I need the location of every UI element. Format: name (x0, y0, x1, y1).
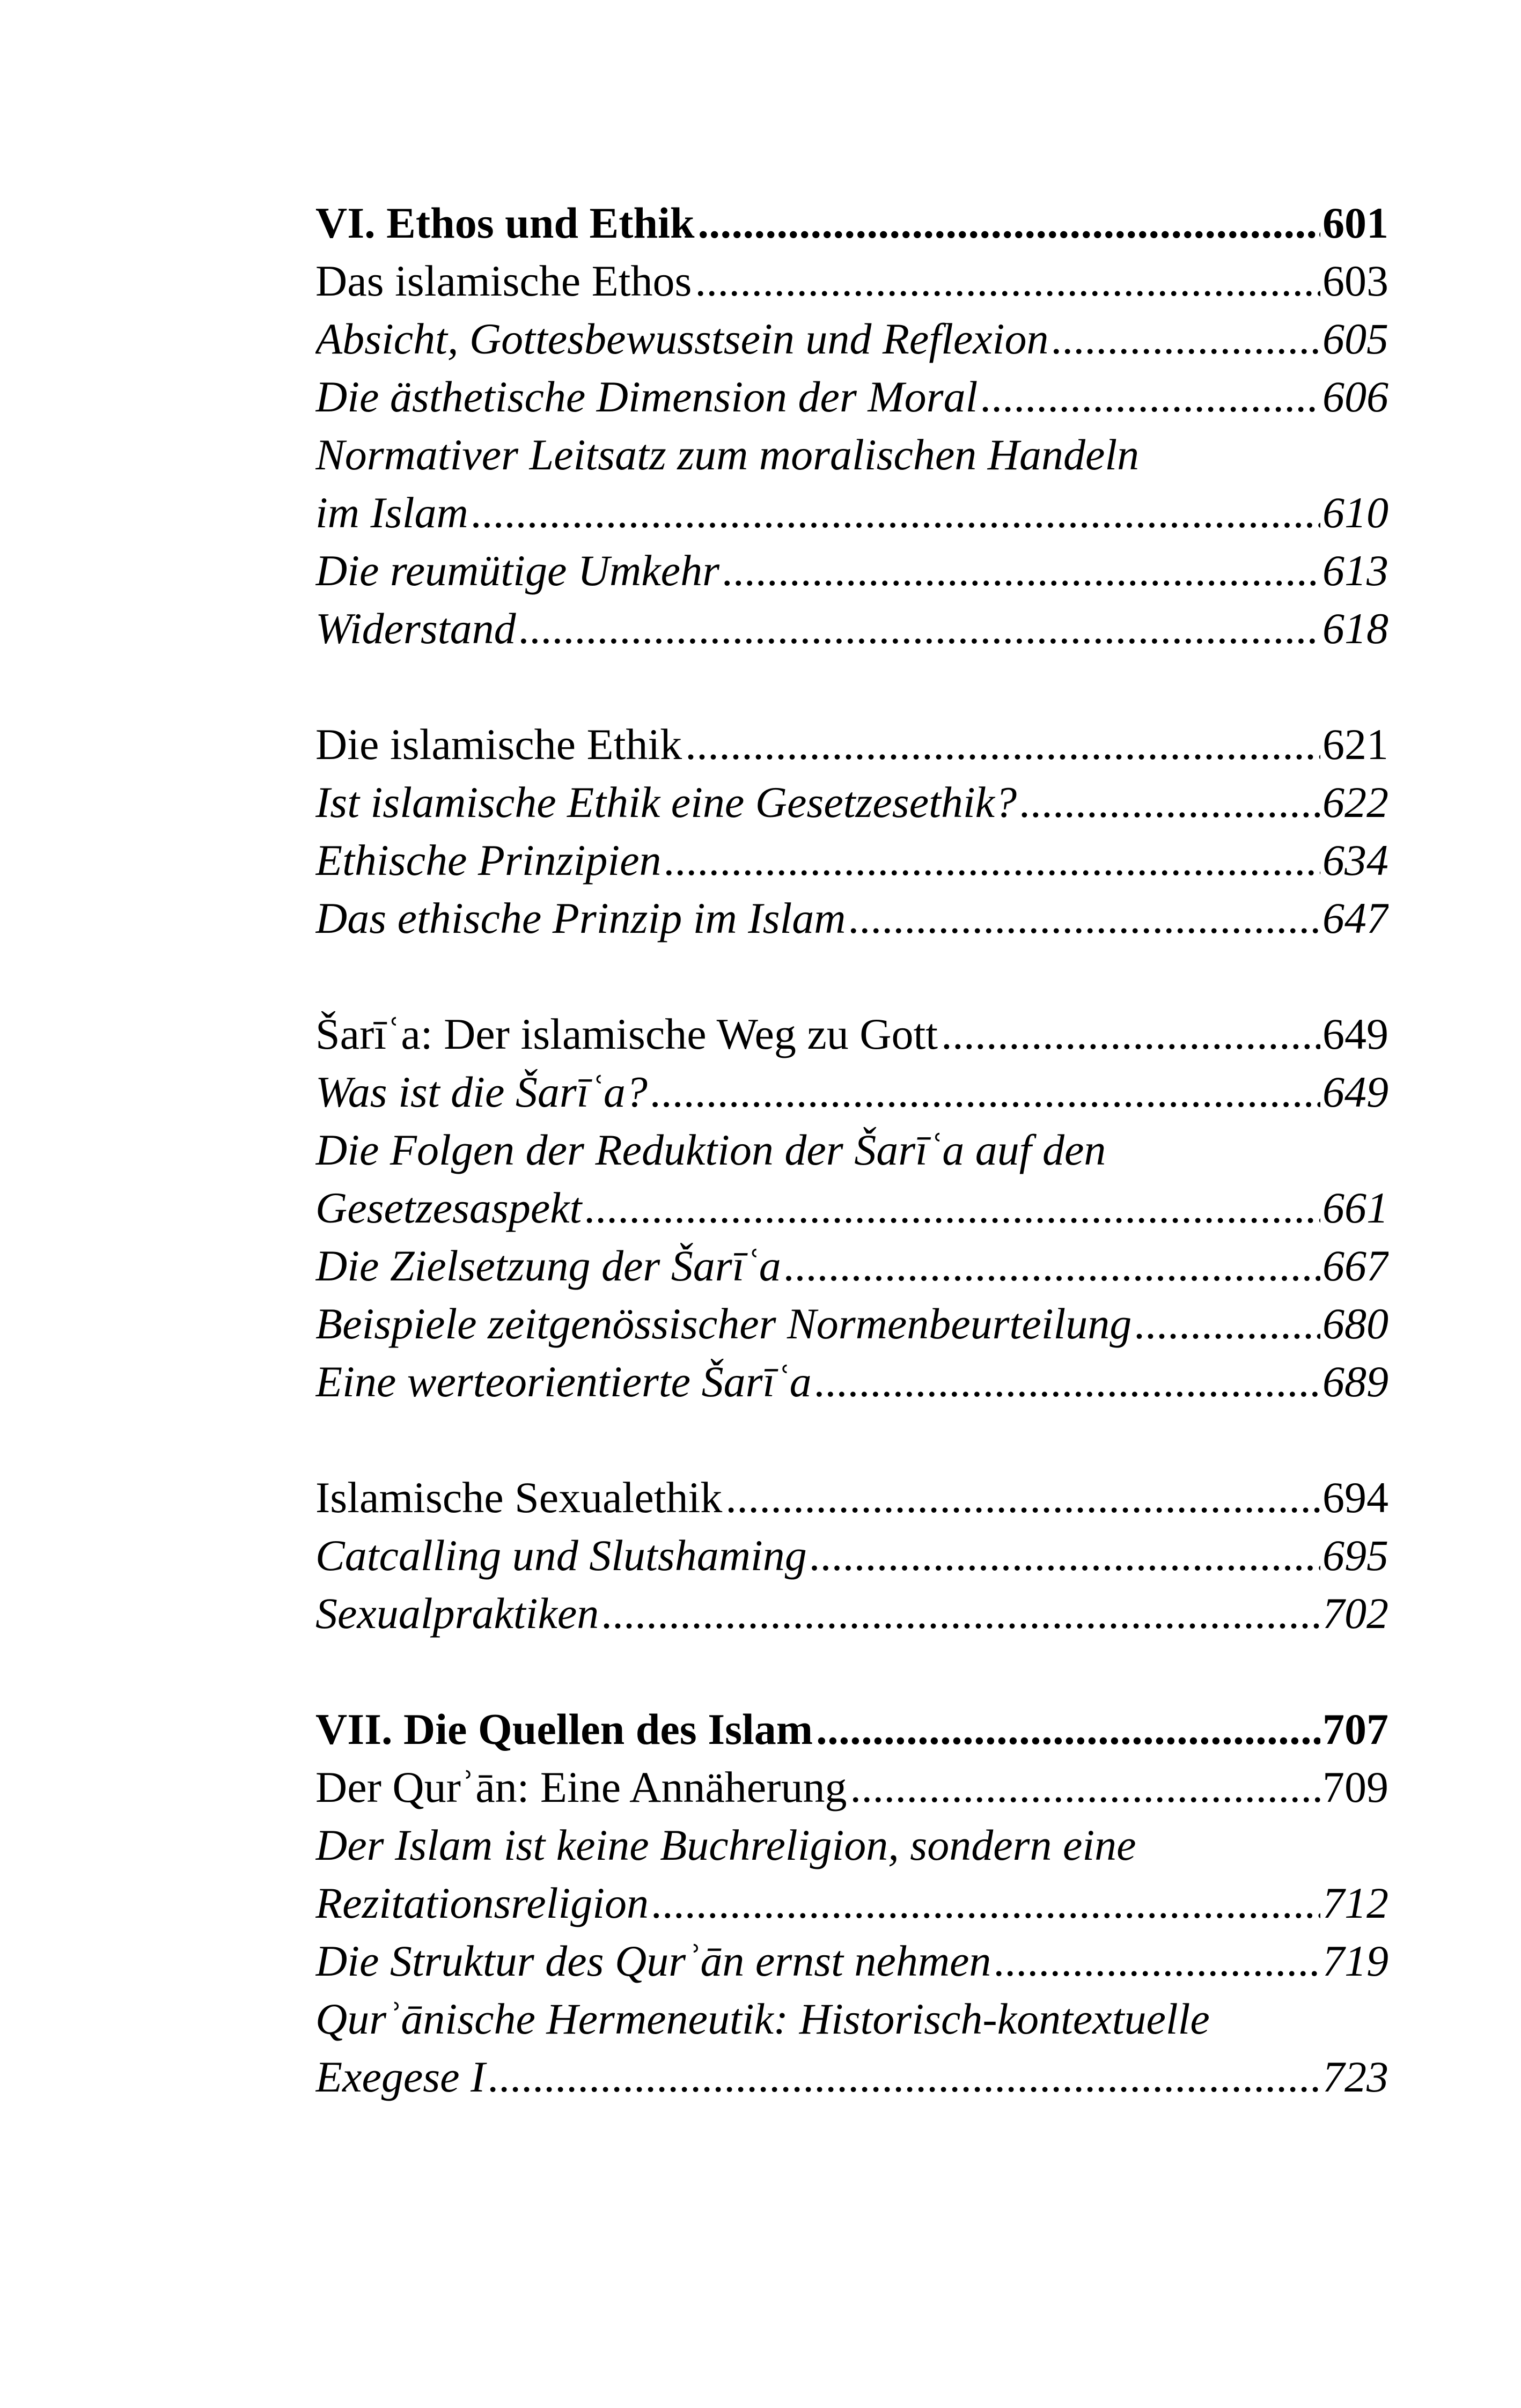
dot-leader (697, 194, 1320, 252)
toc-entry-title: Ist islamische Ethik eine Gesetzesethik? (315, 778, 1017, 827)
toc-entry-page: 667 (1322, 1241, 1388, 1290)
dot-leader (784, 1237, 1320, 1295)
toc-entry-sub (315, 600, 1388, 658)
dot-leader (651, 1063, 1320, 1121)
toc-entry-title: Šarīʿa: Der islamische Weg zu Gott (315, 1010, 938, 1058)
dot-leader (816, 1700, 1320, 1758)
toc-entry-chapter (315, 1700, 1388, 1758)
toc-entry-page: 649 (1322, 1067, 1388, 1116)
toc-entry-sub (315, 1353, 1388, 1411)
toc-entry-title: Exegese I (315, 2052, 486, 2101)
dot-leader (810, 1527, 1320, 1585)
dot-leader (602, 1585, 1320, 1643)
toc-entry-section (315, 1005, 1388, 1063)
toc-entry-sub (315, 484, 1388, 542)
dot-leader (488, 2048, 1320, 2106)
toc-entry-sub (315, 1874, 1388, 1932)
toc-entry-page: 605 (1322, 314, 1388, 363)
table-of-contents (315, 194, 1388, 2106)
dot-leader (723, 542, 1320, 600)
spacer (315, 1411, 1388, 1469)
toc-entry-title-line: Die Folgen der Reduktion der Šarīʿa auf den (315, 1125, 1106, 1174)
toc-entry-page: 661 (1322, 1183, 1388, 1232)
toc-entry-page: 707 (1322, 1705, 1388, 1754)
toc-entry-sub (315, 889, 1388, 947)
toc-entry-title: VII. Die Quellen des Islam (315, 1705, 813, 1754)
dot-leader (849, 889, 1320, 947)
toc-entry-title: Rezitationsreligion (315, 1879, 649, 1927)
toc-entry-title: Die islamische Ethik (315, 720, 682, 769)
toc-entry-sub (315, 1527, 1388, 1585)
toc-entry-page: 603 (1322, 256, 1388, 305)
dot-leader (994, 1932, 1320, 1990)
toc-entry-page: 634 (1322, 836, 1388, 885)
toc-entry-page: 618 (1322, 604, 1388, 653)
dot-leader (981, 368, 1320, 426)
toc-entry-sub (315, 1585, 1388, 1643)
toc-entry-title: Catcalling und Slutshaming (315, 1531, 807, 1580)
toc-entry-sub (315, 774, 1388, 831)
toc-entry-title: Eine werteorientierte Šarīʿa (315, 1357, 812, 1406)
toc-entry-title: Gesetzesaspekt (315, 1183, 582, 1232)
toc-entry-title: Ethische Prinzipien (315, 836, 662, 885)
toc-entry-page: 610 (1322, 488, 1388, 537)
dot-leader (585, 1179, 1320, 1237)
toc-entry-page: 689 (1322, 1357, 1388, 1406)
dot-leader (519, 600, 1320, 658)
toc-entry-sub (315, 1063, 1388, 1121)
toc-entry-section (315, 716, 1388, 774)
spacer (315, 1643, 1388, 1700)
toc-entry-title: Die reumütige Umkehr (315, 546, 719, 595)
dot-leader (1052, 310, 1320, 368)
toc-entry-page: 709 (1322, 1763, 1388, 1811)
toc-entry-section (315, 252, 1388, 310)
toc-entry-sub (315, 2048, 1388, 2106)
dot-leader (941, 1005, 1320, 1063)
toc-entry-title: VI. Ethos und Ethik (315, 198, 695, 247)
dot-leader (652, 1874, 1320, 1932)
toc-entry-sub (315, 310, 1388, 368)
dot-leader (1135, 1295, 1320, 1353)
toc-entry-sub (315, 542, 1388, 600)
toc-entry-title: Die Struktur des Qurʾān ernst nehmen (315, 1936, 991, 1985)
toc-entry-page: 694 (1322, 1473, 1388, 1522)
toc-entry-section (315, 1758, 1388, 1816)
toc-entry-title: Islamische Sexualethik (315, 1473, 723, 1522)
toc-entry-sub (315, 368, 1388, 426)
dot-leader (1020, 774, 1320, 831)
toc-entry-page: 712 (1322, 1879, 1388, 1927)
toc-entry-title-line: Der Islam ist keine Buchreligion, sondern eine (315, 1821, 1136, 1869)
dot-leader (695, 252, 1320, 310)
toc-entry-title: Der Qurʾān: Eine Annäherung (315, 1763, 847, 1811)
toc-entry-title: im Islam (315, 488, 468, 537)
toc-entry-page: 606 (1322, 372, 1388, 421)
toc-entry-page: 601 (1322, 198, 1388, 247)
toc-entry-title: Was ist die Šarīʿa? (315, 1067, 648, 1116)
toc-entry-sub (315, 1295, 1388, 1353)
toc-entry-title: Das islamische Ethos (315, 256, 692, 305)
spacer (315, 947, 1388, 1005)
toc-entry-page: 622 (1322, 778, 1388, 827)
toc-entry-page: 695 (1322, 1531, 1388, 1580)
toc-entry-chapter (315, 194, 1388, 252)
toc-entry-sub (315, 1237, 1388, 1295)
toc-entry-title: Beispiele zeitgenössischer Normenbeurteilung (315, 1299, 1132, 1348)
toc-entry-title: Widerstand (315, 604, 516, 653)
toc-entry-page: 649 (1322, 1010, 1388, 1058)
toc-entry-section (315, 1469, 1388, 1527)
toc-entry-page: 621 (1322, 720, 1388, 769)
toc-entry-page: 702 (1322, 1589, 1388, 1638)
toc-entry-title: Absicht, Gottesbewusstsein und Reflexion (315, 314, 1049, 363)
dot-leader (850, 1758, 1321, 1816)
toc-entry-title: Die ästhetische Dimension der Moral (315, 372, 978, 421)
dot-leader (472, 484, 1320, 542)
toc-entry-page: 719 (1322, 1936, 1388, 1985)
toc-entry-page: 723 (1322, 2052, 1388, 2101)
dot-leader (815, 1353, 1320, 1411)
dot-leader (725, 1469, 1320, 1527)
toc-entry-sub (315, 831, 1388, 889)
toc-entry-title: Das ethische Prinzip im Islam (315, 894, 846, 942)
toc-entry-sub (315, 1932, 1388, 1990)
dot-leader (685, 716, 1320, 774)
toc-entry-page: 680 (1322, 1299, 1388, 1348)
toc-entry-title: Sexualpraktiken (315, 1589, 599, 1638)
dot-leader (665, 831, 1320, 889)
spacer (315, 658, 1388, 716)
toc-entry-page: 613 (1322, 546, 1388, 595)
toc-entry-sub (315, 1179, 1388, 1237)
toc-entry-page: 647 (1322, 894, 1388, 942)
toc-entry-title: Die Zielsetzung der Šarīʿa (315, 1241, 781, 1290)
toc-entry-title-line: Normativer Leitsatz zum moralischen Handeln (315, 430, 1140, 479)
toc-entry-title-line: Qurʾānische Hermeneutik: Historisch-kontextuelle (315, 1994, 1210, 2043)
